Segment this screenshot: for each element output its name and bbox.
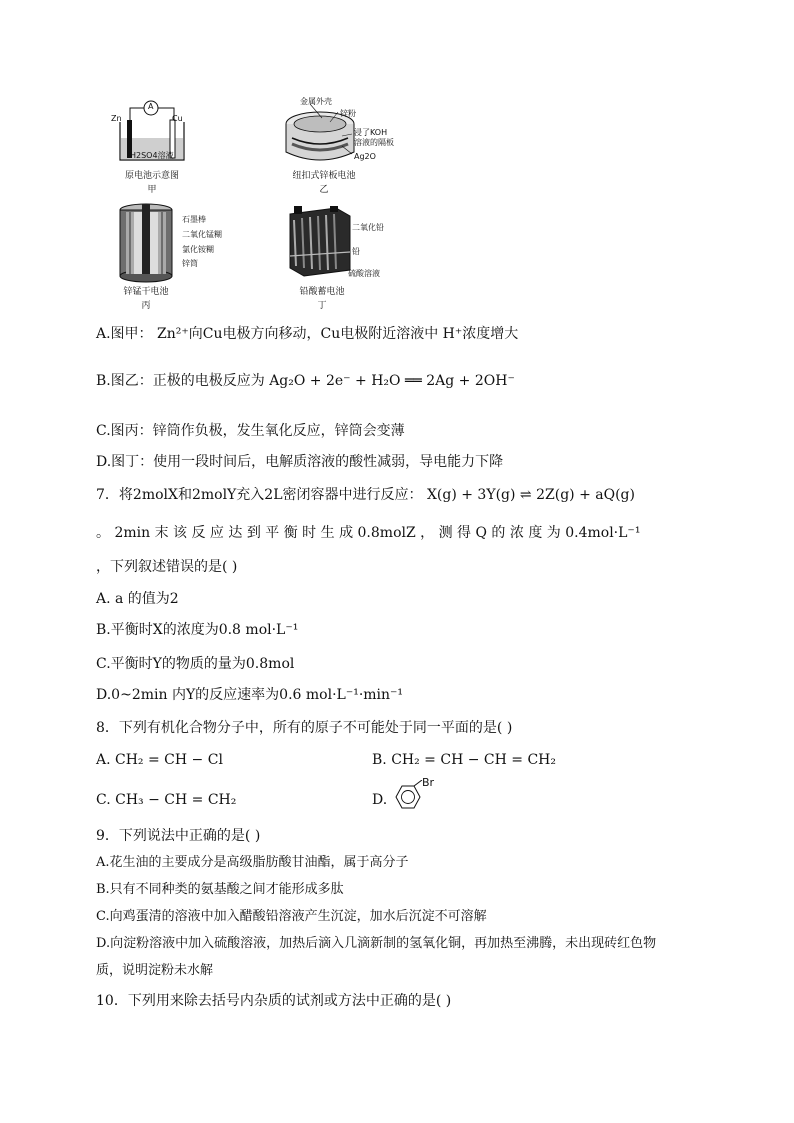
figure-yi <box>282 96 422 196</box>
q8-option-a: A. CH₂ = CH − Cl <box>96 752 223 768</box>
q9-option-d-line2: 质，说明淀粉未水解 <box>96 963 214 978</box>
figure-bing <box>112 200 222 312</box>
oxide-label: Ag2O <box>354 152 376 161</box>
q6-option-d: D.图丁：使用一段时间后，电解质溶液的酸性减弱，导电能力下降 <box>96 454 504 470</box>
q7-stem-line3: ，下列叙述错误的是( ) <box>96 559 238 575</box>
q8-option-d: D. <box>372 792 388 808</box>
figure-name: 丁 <box>317 301 327 311</box>
q7-option-c: C.平衡时Y的物质的量为0.8mol <box>96 656 295 672</box>
q7-stem-line2: 。 2min 末 该 反 应 达 到 平 衡 时 生 成 0.8molZ ， 测 得 Q 的 浓 度 为 0.4mol·L⁻¹ <box>96 525 641 541</box>
q6-option-a: A.图甲： Zn²⁺向Cu电极方向移动，Cu电极附近溶液中 H⁺浓度增大 <box>96 326 519 342</box>
ammeter-label: A <box>148 102 154 111</box>
bromine-label: Br <box>422 776 435 789</box>
zinc-can-label: 锌筒 <box>182 259 198 268</box>
q10-stem: 10．下列用来除去括号内杂质的试剂或方法中正确的是( ) <box>96 993 452 1009</box>
q8-stem: 8．下列有机化合物分子中，所有的原子不可能处于同一平面的是( ) <box>96 720 513 736</box>
lead-acid-battery-diagram <box>286 206 354 278</box>
mno2-label: 二氧化锰糊 <box>182 230 222 239</box>
figure-caption: 纽扣式锌板电池 <box>292 171 356 181</box>
figure-name: 乙 <box>319 185 329 195</box>
separator-label-2: 溶液的隔板 <box>354 138 394 147</box>
benzene-ring-icon <box>390 780 450 816</box>
bromobenzene-structure <box>390 776 450 816</box>
solution-label: H2SO4溶液 <box>130 151 174 160</box>
q8-option-c: C. CH₃ − CH = CH₂ <box>96 792 237 808</box>
q7-option-b: B.平衡时X的浓度为0.8 mol·L⁻¹ <box>96 622 299 638</box>
figure-caption: 原电池示意图 <box>124 171 179 181</box>
q6-option-b: B.图乙：正极的电极反应为 Ag₂O + 2e⁻ + H₂O ══ 2Ag + 2OH⁻ <box>96 373 515 389</box>
q9-option-c: C.向鸡蛋清的溶液中加入醋酸铅溶液产生沉淀，加水后沉淀不可溶解 <box>96 909 487 924</box>
q9-option-b: B.只有不同种类的氨基酸之间才能形成多肽 <box>96 882 344 897</box>
acid-label: 硫酸溶液 <box>348 269 380 278</box>
pb-label: 铅 <box>352 247 360 256</box>
figure-jia <box>108 96 198 196</box>
q9-option-d-line1: D.向淀粉溶液中加入硫酸溶液，加热后滴入几滴新制的氢氧化铜，再加热至沸腾，未出现砖红色物 <box>96 936 657 951</box>
q9-option-a: A.花生油的主要成分是高级脂肪酸甘油酯，属于高分子 <box>96 855 409 870</box>
figure-name: 甲 <box>147 185 157 195</box>
q8-option-b: B. CH₂ = CH − CH = CH₂ <box>372 752 556 768</box>
q7-option-d: D.0~2min 内Y的反应速率为0.6 mol·L⁻¹·min⁻¹ <box>96 687 404 703</box>
zn-label: Zn <box>111 114 122 123</box>
separator-label-1: 浸了KOH <box>354 128 388 137</box>
q7-option-a: A. a 的值为2 <box>96 591 179 607</box>
figure-caption: 锌锰干电池 <box>123 287 169 297</box>
nh4cl-label: 氯化铵糊 <box>182 245 214 254</box>
cu-label: Cu <box>172 114 183 123</box>
dry-cell-diagram <box>112 202 182 284</box>
figure-caption: 铅酸蓄电池 <box>299 287 345 297</box>
zinc-powder-label: 锌粉 <box>340 109 356 118</box>
q7-stem-line1: 7．将2molX和2molY充入2L密闭容器中进行反应： X(g) + 3Y(g) ⇌ 2Z(g) + aQ(g) <box>96 487 635 503</box>
shell-label: 金属外壳 <box>300 97 332 106</box>
q6-option-c: C.图丙：锌筒作负极，发生氧化反应，锌筒会变薄 <box>96 423 405 439</box>
pbo2-label: 二氧化铅 <box>352 223 384 232</box>
figure-name: 丙 <box>141 301 151 311</box>
graphite-label: 石墨棒 <box>182 215 206 224</box>
figure-ding <box>286 206 416 312</box>
q9-stem: 9．下列说法中正确的是( ) <box>96 828 261 844</box>
